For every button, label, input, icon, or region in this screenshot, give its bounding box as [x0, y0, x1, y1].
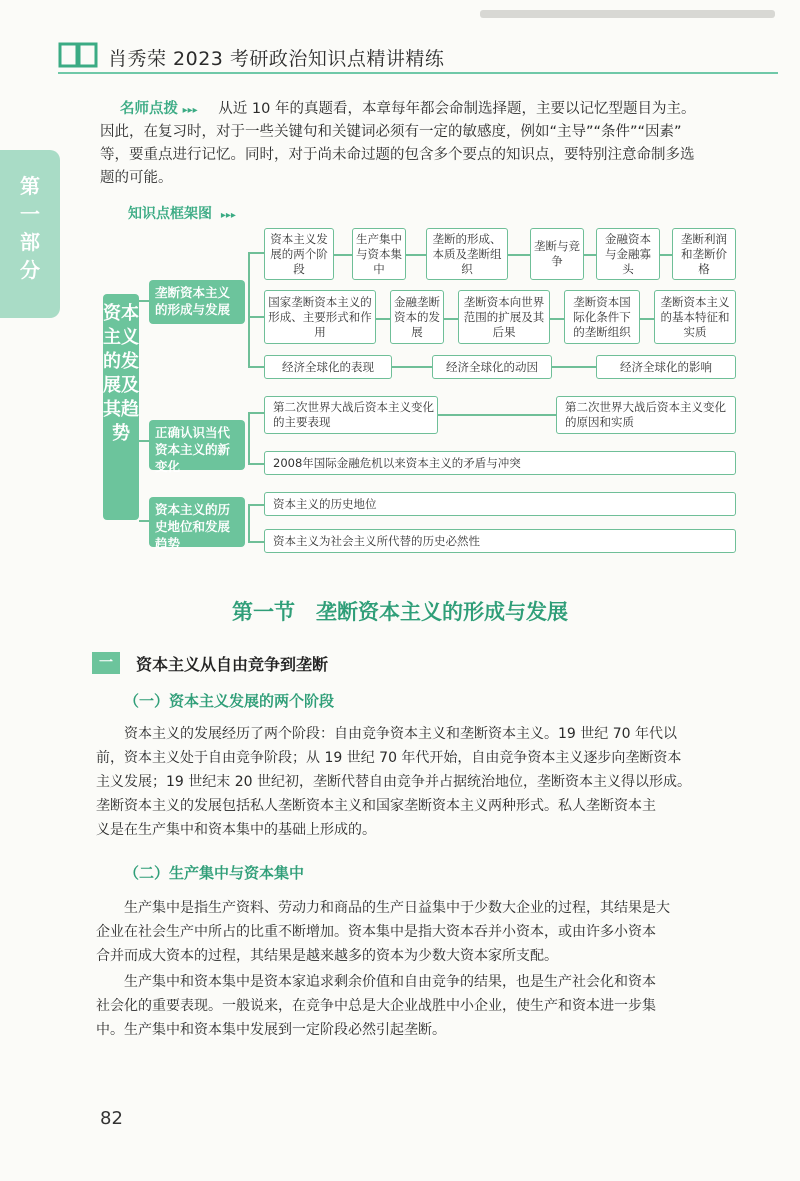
open-book-icon — [58, 40, 98, 68]
page-number: 82 — [100, 1108, 123, 1129]
node-b2-r1-2: 第二次世界大战后资本主义变化的原因和实质 — [556, 396, 736, 434]
node-b1-r1-5: 金融资本与金融寡头 — [596, 228, 660, 280]
para2-line: 生产集中是指生产资料、劳动力和商品的生产日益集中于少数大企业的过程，其结果是大 — [124, 900, 670, 916]
connector — [139, 440, 149, 442]
connector — [139, 300, 149, 302]
node-b1-r3-1: 经济全球化的表现 — [264, 355, 392, 379]
connector — [248, 366, 264, 368]
part-badge: 一 — [92, 652, 120, 674]
tip-line-1: 从近 10 年的真题看，本章每年都会命制选择题，主要以记忆型题目为主。 — [218, 101, 696, 117]
tip-label: 名师点拨 — [120, 101, 178, 117]
part-heading: 资本主义从自由竞争到垄断 — [136, 655, 329, 674]
connector — [248, 541, 264, 543]
connector — [248, 412, 250, 464]
node-b1-r1-4: 垄断与竞争 — [530, 228, 584, 280]
connector — [444, 318, 458, 320]
arrow-icon: ▸▸▸ — [220, 210, 236, 221]
node-b1-r2-1: 国家垄断资本主义的形成、主要形式和作用 — [264, 290, 376, 344]
connector — [248, 463, 264, 465]
chapter-side-tab — [0, 150, 60, 318]
connector — [248, 412, 264, 414]
para3-line: 社会化的重要表现。一般说来，在竞争中总是大企业战胜中小企业，使生产和资本进一步集 — [96, 998, 656, 1014]
node-b1-r2-2: 金融垄断资本的发展 — [390, 290, 444, 344]
connector — [660, 254, 672, 256]
connector — [248, 504, 250, 542]
node-b1-r3-3: 经济全球化的影响 — [596, 355, 736, 379]
para3-line: 中。生产集中和资本集中发展到一定阶段必然引起垄断。 — [96, 1022, 446, 1038]
connector — [248, 252, 250, 366]
connector — [640, 318, 654, 320]
top-edge-mark — [480, 10, 775, 18]
connector — [584, 254, 596, 256]
teacher-tip — [100, 98, 760, 190]
connector — [248, 252, 264, 254]
para2-line: 合并而成大资本的过程，其结果是越来越多的资本为少数大资本家所支配。 — [96, 948, 558, 964]
connector — [406, 254, 426, 256]
node-b2-r1-1: 第二次世界大战后资本主义变化的主要表现 — [264, 396, 438, 434]
connector — [248, 316, 264, 318]
node-b1-r2-4: 垄断资本国际化条件下的垄断组织 — [564, 290, 640, 344]
tip-line-3: 等，要重点进行记忆。同时，对于尚未命过题的包含多个要点的知识点，要特别注意命制多选 — [100, 147, 695, 163]
tip-line-4: 题的可能。 — [100, 170, 173, 186]
branch-3-title: 资本主义的历史地位和发展趋势 — [149, 497, 245, 547]
node-b1-r1-6: 垄断利润和垄断价格 — [672, 228, 736, 280]
para3-line: 生产集中和资本集中是资本家追求剩余价值和自由竞争的结果，也是生产社会化和资本 — [124, 974, 656, 990]
connector — [438, 414, 556, 416]
connector — [392, 366, 432, 368]
tip-line-2: 因此，在复习时，对于一些关键句和关键词必须有一定的敏感度，例如“主导”“条件”“因素” — [100, 124, 682, 140]
connector — [334, 254, 352, 256]
page-header — [0, 0, 800, 78]
book-title: 肖秀荣 2023 考研政治知识点精讲精练 — [108, 48, 445, 70]
paragraph-2 — [96, 896, 756, 968]
section-title: 第一节 垄断资本主义的形成与发展 — [232, 600, 568, 624]
para1-line: 垄断资本主义的发展包括私人垄断资本主义和国家垄断资本主义两种形式。私人垄断资本主 — [96, 798, 656, 814]
connector — [550, 318, 564, 320]
branch-1-title: 垄断资本主义的形成与发展 — [149, 280, 245, 324]
paragraph-3 — [96, 970, 756, 1042]
paragraph-1 — [96, 722, 756, 842]
para1-line: 前，资本主义处于自由竞争阶段；从 19 世纪 70 年代开始，自由竞争资本主义逐步向垄断资本 — [96, 750, 682, 766]
para1-line: 资本主义的发展经历了两个阶段：自由竞争资本主义和垄断资本主义。19 世纪 70 年代以 — [124, 726, 677, 742]
para1-line: 义是在生产集中和资本集中的基础上形成的。 — [96, 822, 376, 838]
para1-line: 主义发展；19 世纪末 20 世纪初，垄断代替自由竞争并占据统治地位，垄断资本主义得以形成。 — [96, 774, 691, 790]
branch-2-title: 正确认识当代资本主义的新变化 — [149, 420, 245, 470]
subheading-2: （二）生产集中与资本集中 — [124, 864, 305, 882]
mindmap-root: 资本主义的发展及其趋势 — [103, 294, 139, 520]
node-b1-r1-1: 资本主义发展的两个阶段 — [264, 228, 334, 280]
header-rule — [58, 72, 778, 74]
mindmap-label-text: 知识点框架图 — [128, 206, 212, 222]
para2-line: 企业在社会生产中所占的比重不断增加。资本集中是指大资本吞并小资本，或由许多小资本 — [96, 924, 656, 940]
side-tab-label: 第一部分 — [20, 174, 40, 282]
connector — [508, 254, 530, 256]
connector — [248, 504, 264, 506]
connector — [552, 366, 596, 368]
node-b1-r2-3: 垄断资本向世界范围的扩展及其后果 — [458, 290, 550, 344]
connector — [139, 520, 149, 522]
connector — [376, 318, 390, 320]
arrow-icon: ▸▸▸ — [182, 105, 198, 116]
node-b3-1: 资本主义的历史地位 — [264, 492, 736, 516]
subheading-1: （一）资本主义发展的两个阶段 — [124, 692, 335, 710]
node-b1-r3-2: 经济全球化的动因 — [432, 355, 552, 379]
node-b2-r2-1: 2008年国际金融危机以来资本主义的矛盾与冲突 — [264, 451, 736, 475]
node-b1-r1-3: 垄断的形成、本质及垄断组织 — [426, 228, 508, 280]
node-b3-2: 资本主义为社会主义所代替的历史必然性 — [264, 529, 736, 553]
mindmap-label — [128, 203, 252, 223]
node-b1-r2-5: 垄断资本主义的基本特征和实质 — [654, 290, 736, 344]
node-b1-r1-2: 生产集中与资本集中 — [352, 228, 406, 280]
